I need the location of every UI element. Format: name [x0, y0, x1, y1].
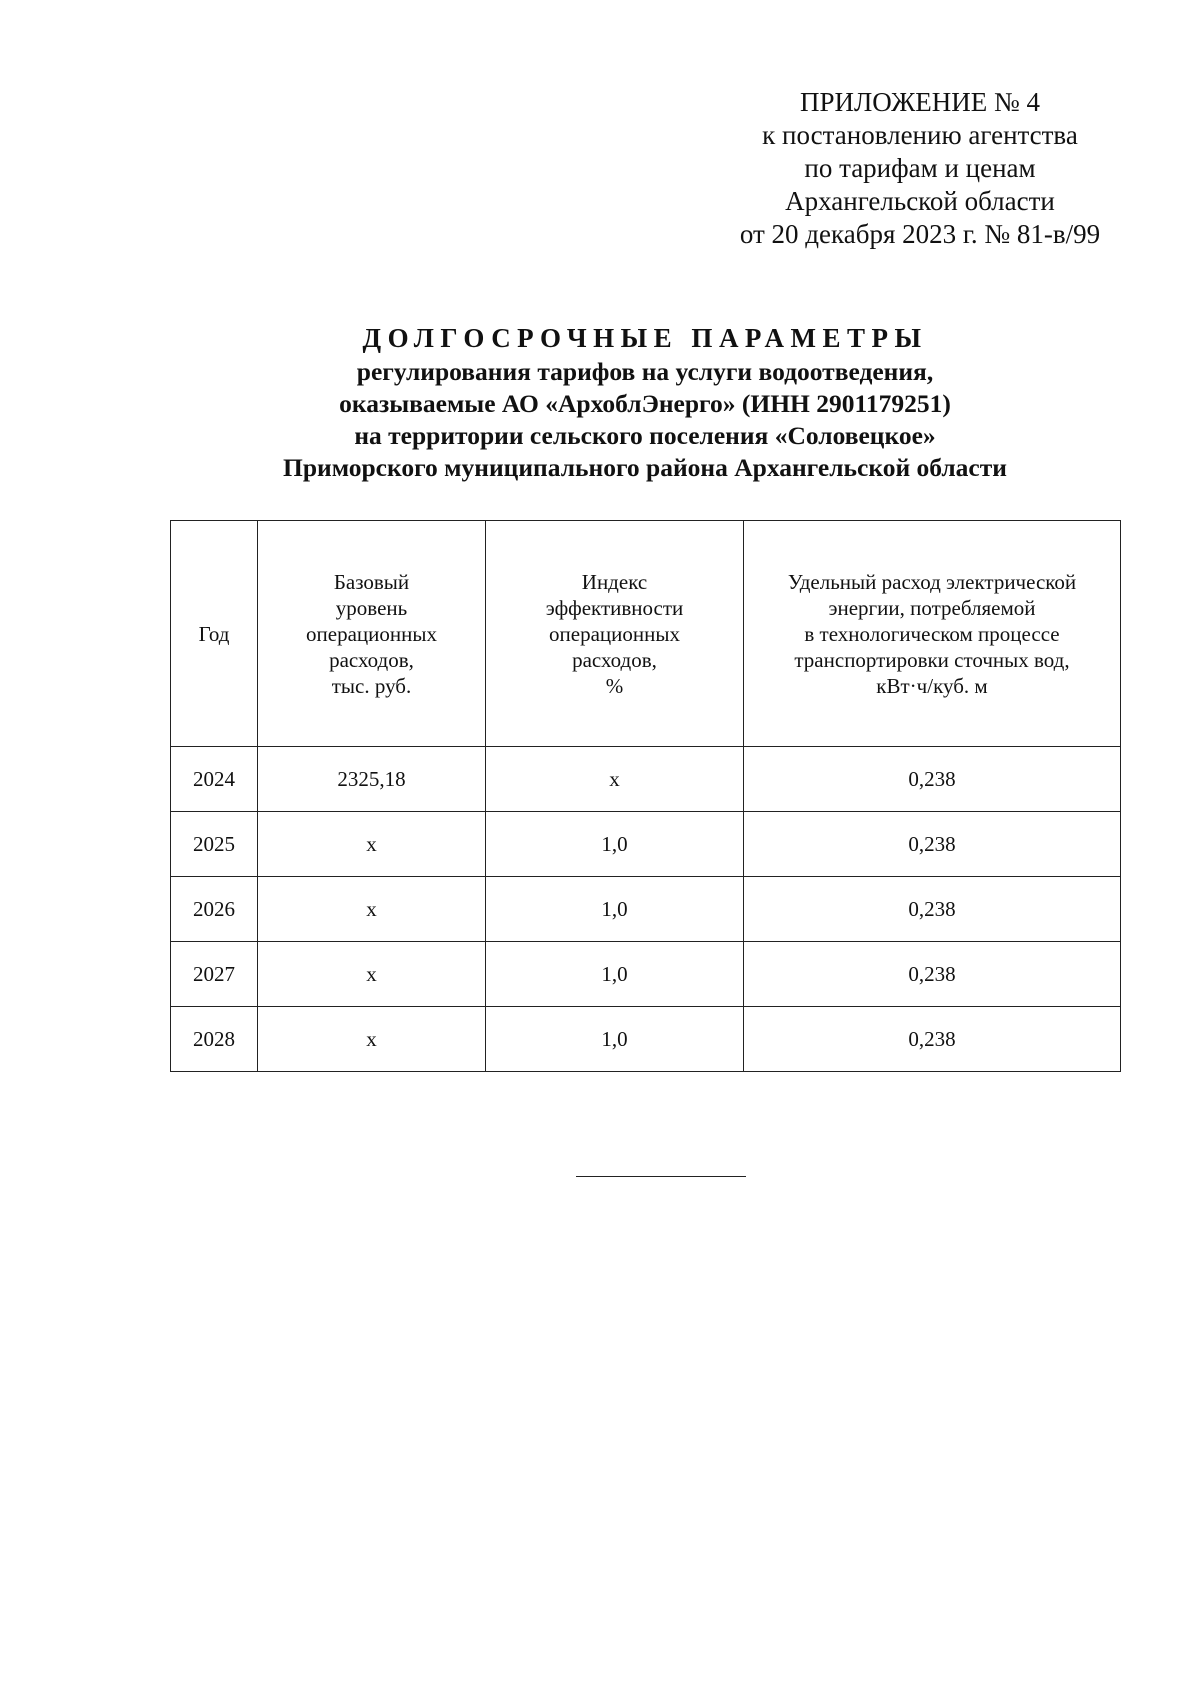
table-row — [171, 942, 1121, 1007]
document-title — [170, 320, 1120, 484]
cell-year: 2027 — [171, 942, 258, 1007]
appendix-region: Архангельской области — [785, 186, 1055, 216]
table-row — [171, 747, 1121, 812]
table-row — [171, 812, 1121, 877]
header-base-level: Базовый уровень операционных расходов, тыс. руб. — [258, 521, 486, 747]
header-efficiency-index: Индекс эффективности операционных расходов, % — [486, 521, 744, 747]
cell-year: 2024 — [171, 747, 258, 812]
cell-efficiency-index: х — [486, 747, 744, 812]
cell-year: 2025 — [171, 812, 258, 877]
cell-year: 2026 — [171, 877, 258, 942]
parameters-table — [170, 520, 1121, 1072]
cell-energy-consumption: 0,238 — [744, 812, 1121, 877]
cell-base-level: 2325,18 — [258, 747, 486, 812]
appendix-date: от 20 декабря 2023 г. № 81-в/99 — [739, 219, 1101, 249]
appendix-number: ПРИЛОЖЕНИЕ № 4 — [799, 87, 1041, 117]
title-line-3: на территории сельского поселения «Соловецкое» — [354, 421, 936, 450]
header-year: Год — [171, 521, 258, 747]
title-main: ДОЛГОСРОЧНЫЕ ПАРАМЕТРЫ — [362, 323, 928, 353]
title-line-1: регулирования тарифов на услуги водоотведения, — [356, 357, 934, 386]
appendix-agency: по тарифам и ценам — [804, 153, 1036, 183]
cell-base-level: х — [258, 942, 486, 1007]
appendix-block — [700, 86, 1140, 251]
cell-energy-consumption: 0,238 — [744, 877, 1121, 942]
cell-energy-consumption: 0,238 — [744, 1007, 1121, 1072]
table-row — [171, 1007, 1121, 1072]
cell-base-level: х — [258, 1007, 486, 1072]
title-line-2: оказываемые АО «АрхоблЭнерго» (ИНН 2901179251) — [339, 389, 951, 418]
appendix-reference: к постановлению агентства — [762, 120, 1078, 150]
cell-base-level: х — [258, 812, 486, 877]
cell-energy-consumption: 0,238 — [744, 942, 1121, 1007]
cell-energy-consumption: 0,238 — [744, 747, 1121, 812]
closing-divider — [576, 1176, 746, 1177]
title-line-4: Приморского муниципального района Архангельской области — [283, 453, 1007, 482]
cell-efficiency-index: 1,0 — [486, 877, 744, 942]
header-energy-consumption: Удельный расход электрической энергии, потребляемой в технологическом процессе транспортировки сточных вод, кВт·ч/куб. м — [744, 521, 1121, 747]
cell-base-level: х — [258, 877, 486, 942]
table-row — [171, 877, 1121, 942]
table-header-row — [171, 521, 1121, 747]
cell-efficiency-index: 1,0 — [486, 942, 744, 1007]
cell-efficiency-index: 1,0 — [486, 812, 744, 877]
cell-year: 2028 — [171, 1007, 258, 1072]
cell-efficiency-index: 1,0 — [486, 1007, 744, 1072]
